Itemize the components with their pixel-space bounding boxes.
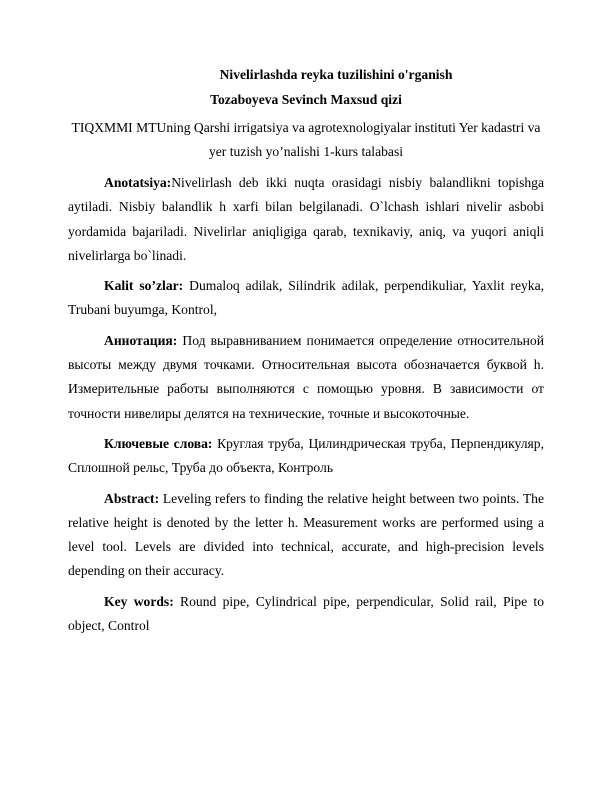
keywords-uz-label: Kalit so’zlar: — [104, 278, 184, 294]
abstract-en — [68, 487, 544, 584]
abstract-en-text: Leveling refers to finding the relative height between two points. The relative height is denoted by the letter h. Measurement works are performed using a level tool. Levels are divided into technical, accurate, and high-precision levels depending on their accuracy. — [68, 490, 544, 579]
keywords-uz-text: Dumaloq adilak, Silindrik adilak, perpendikuliar, Yaxlit reyka, Trubani buyumga, Kontrol, — [68, 278, 544, 318]
abstract-ru-text: Под выравниванием понимается определение относительной высоты между двумя точками. Относительная высота обозначается буквой h. Измерительные работы выполняются с помощью уровня. В зависимости от точности нивелиры делятся на технические, точные и высокоточные. — [68, 332, 544, 421]
paper-affiliation: TIQXMMI MTUning Qarshi irrigatsiya va agrotexnologiyalar instituti Yer kadastri va yer tuzish yo’nalishi 1-kurs talabasi — [71, 120, 541, 159]
keywords-en-text: Round pipe, Cylindrical pipe, perpendicular, Solid rail, Pipe to object, Control — [68, 593, 544, 634]
abstract-ru — [68, 329, 544, 426]
abstract-uz — [68, 171, 544, 268]
abstract-uz-label: Anotatsiya: — [104, 175, 172, 190]
paper-title: Nivelirlashda reyka tuzilishini o'rganish — [219, 67, 453, 82]
keywords-en-label: Key words: — [104, 593, 174, 609]
keywords-ru-text: Круглая труба, Цилиндрическая труба, Перпендикуляр, Сплошной рельс, Труба до объекта, Контроль — [68, 435, 544, 476]
keywords-uz — [68, 274, 544, 323]
paper-author: Tozaboyeva Sevinch Maxsud qizi — [210, 92, 402, 107]
abstract-en-label: Abstract: — [104, 490, 160, 506]
keywords-ru-label: Ключевые слова: — [104, 435, 213, 451]
abstract-ru-label: Аннотация: — [104, 332, 178, 348]
keywords-en — [68, 590, 544, 639]
paper-page — [68, 66, 544, 644]
abstract-uz-text: Nivelirlash deb ikki nuqta orasidagi nisbiy balandlikni topishga aytiladi. Nisbiy balandlik h xarfi bilan belgilanadi. O`lchash ishlari nivelir asbobi yordamida bajariladi. Nivelirlar aniqligiga qarab, texnikaviy, aniq, va yuqori aniqli nivelirlarga bo`linadi. — [68, 175, 544, 263]
keywords-ru — [68, 432, 544, 481]
